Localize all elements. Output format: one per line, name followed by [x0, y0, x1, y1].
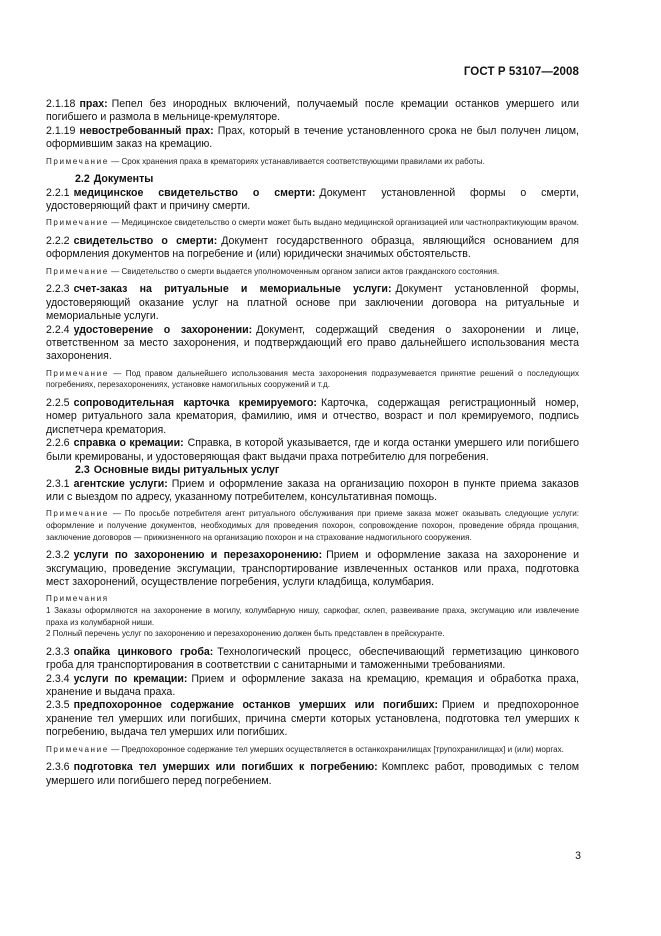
note-label: Примечание — [46, 368, 109, 378]
term-number: 2.3.1 — [46, 477, 70, 490]
term-definition: Прием и предпохоронное хранение тел умерших или погибших, причина смерти которых установлена, подготовка тел умерших к погребению, выдача тел умерших или погибших. — [46, 699, 579, 739]
term-definition: Пепел без инородных включений, получаемый после кремации останков умершего или погибшего и размола в мельнице-кремуляторе. — [46, 98, 579, 124]
term-2-1-19 — [46, 125, 579, 152]
term-2-2-1 — [46, 187, 579, 214]
note-text: — Срок хранения праха в крематориях устанавливается соответствующими правилами их работы. — [111, 156, 485, 166]
note-2-2-4 — [46, 368, 579, 391]
note-text: — Под правом дальнейшего использования места захоронения подразумевается принятие решений о последующих погребениях, перезахоронениях, установке намогильных сооружений и т.д. — [46, 368, 580, 390]
section-title: Документы — [93, 173, 154, 186]
term-definition: Карточка, содержащая регистрационный номер, номер ритуального зала крематория, фамилию, имя и отчество, возраст и пол кремируемого, подпись диспетчера крематория. — [46, 397, 579, 436]
term-name: удостоверение о захоронении: — [73, 323, 253, 336]
term-definition: Прием и оформление заказа на захоронение и эксгумацию, проведение эксгумации, транспортирование извлеченных останков или праха, подготовка мест захоронений, осуществление погребения, услуги кладбища, колумбария. — [46, 549, 579, 588]
term-name: прах: — [79, 98, 108, 110]
term-2-2-3 — [46, 283, 579, 323]
note-label: Примечание — [46, 156, 109, 166]
note-label: Примечание — [46, 509, 109, 519]
term-number: 2.2.2 — [46, 235, 70, 248]
term-definition: Прием и оформление заказа на кремацию, кремация и обработка праха, хранение и выдача праха. — [46, 672, 579, 698]
term-2-1-18 — [46, 98, 579, 125]
term-number: 2.1.19 — [46, 124, 76, 137]
term-2-2-5 — [46, 397, 579, 437]
term-name: опайка цинкового гроба: — [73, 645, 214, 658]
term-number: 2.3.2 — [46, 549, 70, 562]
term-definition: Прием и оформление заказа на организацию похорон в пункте приема заказов или с выездом по адресу, указанному потребителем, консультативная помощь. — [46, 477, 580, 503]
note-text: — Свидетельство о смерти выдается уполномоченным органом записи актов гражданского состояния. — [111, 266, 500, 276]
section-title: Основные виды ритуальных услуг — [93, 464, 280, 477]
term-definition: Документ государственного образца, являющийся основанием для оформления документов на погребение и (или) юридически значимых обстоятельств. — [46, 235, 579, 261]
note-text: — Предпохоронное содержание тел умерших осуществляется в останкохранилищах [трупохранилищах] и (или) моргах. — [111, 744, 564, 754]
note-2-3-5 — [46, 744, 579, 756]
note-2-2-2 — [46, 266, 579, 278]
section-number: 2.2 — [75, 173, 90, 186]
term-name: услуги по захоронению и перезахоронению: — [73, 549, 323, 562]
term-number: 2.3.5 — [46, 699, 70, 712]
page-number: 3 — [575, 850, 581, 862]
note-label: Примечание — [46, 266, 109, 276]
term-number: 2.2.3 — [46, 283, 70, 296]
section-number: 2.3 — [75, 464, 90, 477]
term-name: невостребованный прах: — [79, 124, 214, 137]
note-text: — По просьбе потребителя агент ритуального обслуживания при приеме заказа может оказывать следующие услуги: оформление и получение документов, необходимых для проведения похорон, сопровождение похорон, проведение обряда прощания, заключение договоров — прижизненного на организацию похорон и на страхование надмогильного сооружения. — [46, 509, 580, 542]
term-2-2-4 — [46, 324, 579, 364]
note-text: — Медицинское свидетельство о смерти может быть выдано медицинской организацией или частнопрактикующим врачом. — [111, 218, 579, 228]
term-name: предпохоронное содержание останков умерших или погибших: — [73, 699, 439, 712]
term-2-3-6 — [46, 761, 579, 788]
term-2-2-6 — [46, 437, 579, 464]
term-2-3-5 — [46, 699, 579, 739]
term-name: счет-заказ на ритуальные и мемориальные услуги: — [73, 283, 392, 296]
term-definition: Документ установленной формы, удостоверяющий оказание услуг на платной основе при заключении договора на ритуальные и мемориальные услуги. — [46, 283, 580, 323]
term-name: агентские услуги: — [73, 477, 168, 490]
term-number: 2.2.1 — [46, 186, 70, 199]
term-definition: Комплекс работ, проводимых с телом умершего или погибшего перед погребением. — [46, 761, 579, 787]
note-2-2-1 — [46, 217, 579, 229]
term-name: справка о кремации: — [73, 437, 184, 450]
list-item: 2 Полный перечень услуг по захоронению и перезахоронению должен быть представлен в прейскуранте. — [46, 629, 445, 639]
section-2-3-heading — [46, 464, 579, 477]
term-number: 2.1.18 — [46, 98, 76, 110]
term-2-3-3 — [46, 646, 579, 673]
term-2-3-1 — [46, 478, 579, 505]
term-2-3-4 — [46, 673, 579, 700]
note-2-1-19 — [46, 156, 579, 168]
term-2-2-2 — [46, 235, 579, 262]
term-name: подготовка тел умерших или погибших к погребению: — [73, 761, 378, 774]
notes-2-3-2-list — [46, 605, 579, 640]
term-definition: Документ установленной формы о смерти, удостоверяющий факт и причину смерти. — [46, 186, 579, 213]
term-name: медицинское свидетельство о смерти: — [73, 186, 316, 199]
term-definition: Технологический процесс, обеспечивающий герметизацию цинкового гроба для транспортирования в соответствии с санитарными и таможенными требованиями. — [46, 645, 579, 672]
term-number: 2.2.6 — [46, 437, 70, 450]
term-name: свидетельство о смерти: — [73, 235, 218, 248]
notes-2-3-2-label: Примечания — [46, 594, 109, 604]
term-name: услуги по кремации: — [73, 672, 188, 685]
term-number: 2.3.4 — [46, 672, 70, 685]
standard-header: ГОСТ Р 53107—2008 — [463, 66, 579, 78]
term-name: сопроводительная карточка кремируемого: — [73, 397, 317, 410]
list-item: 1 Заказы оформляются на захоронение в могилу, колумбарную нишу, саркофаг, склеп, развеивание праха, эксгумацию или извлечение праха из колумбарной ниши. — [46, 605, 579, 627]
term-definition: Прах, который в течение установленного срока не был получен лицом, оформившим заказ на кремацию. — [46, 124, 579, 151]
note-label: Примечание — [46, 744, 109, 754]
term-definition: Документ, содержащий сведения о захоронении и лице, ответственном за место захоронения, и подтверждающий его право дальнейшего использования места захоронения. — [46, 323, 579, 363]
note-label: Примечание — [46, 218, 109, 228]
term-number: 2.2.5 — [46, 397, 70, 410]
note-2-3-1 — [46, 508, 579, 543]
term-2-3-2 — [46, 549, 579, 589]
term-number: 2.2.4 — [46, 323, 70, 336]
term-number: 2.3.6 — [46, 761, 70, 774]
term-number: 2.3.3 — [46, 645, 70, 658]
section-2-2-heading — [46, 173, 579, 186]
term-definition: Справка, в которой указывается, где и когда останки умершего или погибшего были кремированы, и удостоверяющая факт выдачи праха потребителю для погребения. — [46, 437, 579, 463]
